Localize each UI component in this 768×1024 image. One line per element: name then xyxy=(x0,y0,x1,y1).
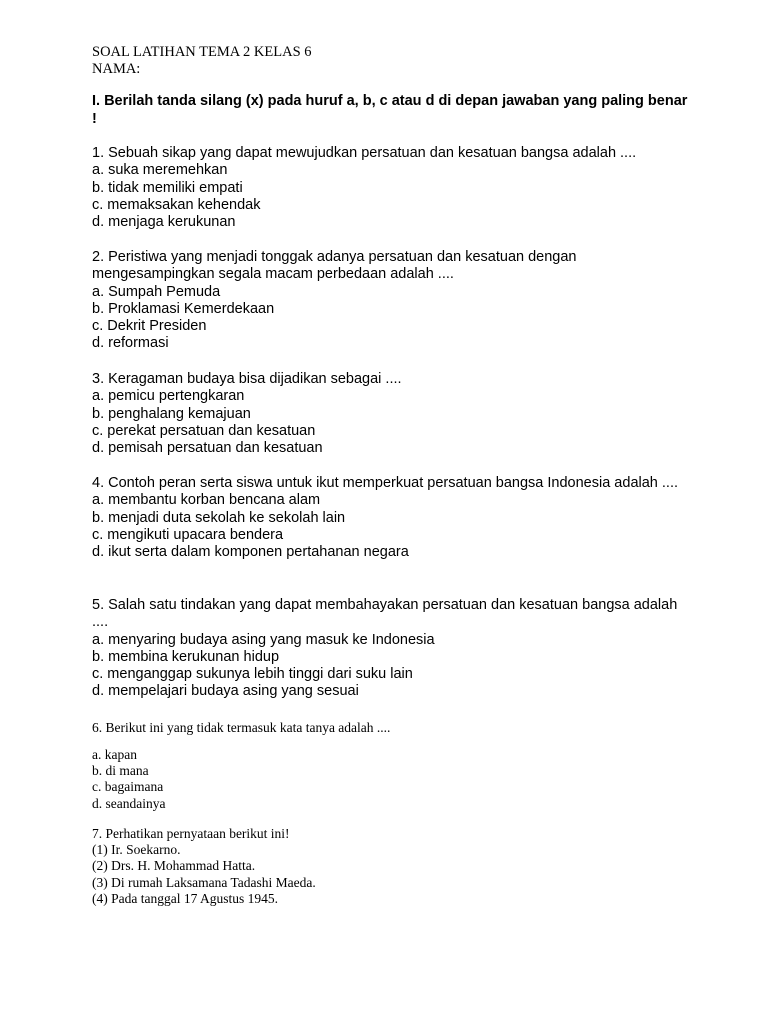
answer-option-a: a. membantu korban bencana alam xyxy=(92,492,321,509)
question-4 xyxy=(92,475,682,561)
question-1 xyxy=(92,145,682,231)
answer-option-b: b. di mana xyxy=(92,763,149,779)
question-5 xyxy=(92,597,682,701)
question-2 xyxy=(92,249,682,353)
answer-option-a: a. pemicu pertengkaran xyxy=(92,388,245,405)
statement-4: (4) Pada tanggal 17 Agustus 1945. xyxy=(92,890,278,906)
name-label: NAMA: xyxy=(92,61,141,77)
question-stem: 7. Perhatikan pernyataan berikut ini! xyxy=(92,826,290,841)
answer-option-c: c. Dekrit Presiden xyxy=(92,318,207,335)
answer-option-d: d. ikut serta dalam komponen pertahanan negara xyxy=(92,544,409,561)
question-stem: 3. Keragaman budaya bisa dijadikan sebagai .... xyxy=(92,371,402,387)
question-6 xyxy=(92,720,692,736)
question-stem: 1. Sebuah sikap yang dapat mewujudkan persatuan dan kesatuan bangsa adalah .... xyxy=(92,145,637,161)
answer-option-a: a. menyaring budaya asing yang masuk ke Indonesia xyxy=(92,631,435,648)
question-stem: 4. Contoh peran serta siswa untuk ikut memperkuat persatuan bangsa Indonesia adalah .... xyxy=(92,475,678,491)
answer-option-b: b. menjadi duta sekolah ke sekolah lain xyxy=(92,509,346,526)
answer-option-a: a. kapan xyxy=(92,747,137,762)
statement-2: (2) Drs. H. Mohammad Hatta. xyxy=(92,858,256,874)
answer-option-c: c. bagaimana xyxy=(92,779,164,795)
question-6-options xyxy=(92,747,692,812)
answer-option-b: b. tidak memiliki empati xyxy=(92,179,243,196)
question-7 xyxy=(92,826,692,907)
question-stem: 5. Salah satu tindakan yang dapat membahayakan persatuan dan kesatuan bangsa adalah .... xyxy=(92,597,678,631)
answer-option-d: d. reformasi xyxy=(92,335,169,352)
question-stem: 2. Peristiwa yang menjadi tonggak adanya persatuan dan kesatuan dengan mengesampingkan segala macam perbedaan adalah .... xyxy=(92,249,577,283)
answer-option-b: b. membina kerukunan hidup xyxy=(92,648,280,665)
instruction-text: I. Berilah tanda silang (x) pada huruf a, b, c atau d di depan jawaban yang paling benar ! xyxy=(92,93,688,127)
answer-option-c: c. memaksakan kehendak xyxy=(92,196,261,213)
question-3 xyxy=(92,371,682,457)
answer-option-a: a. Sumpah Pemuda xyxy=(92,283,221,300)
answer-option-b: b. penghalang kemajuan xyxy=(92,405,251,422)
answer-option-d: d. pemisah persatuan dan kesatuan xyxy=(92,440,323,457)
answer-option-c: c. perekat persatuan dan kesatuan xyxy=(92,422,316,439)
statement-1: (1) Ir. Soekarno. xyxy=(92,842,181,858)
document-header xyxy=(92,44,312,78)
answer-option-c: c. mengikuti upacara bendera xyxy=(92,526,284,543)
answer-option-a: a. suka meremehkan xyxy=(92,162,228,179)
answer-option-d: d. seandainya xyxy=(92,795,166,811)
document-title: SOAL LATIHAN TEMA 2 KELAS 6 xyxy=(92,44,312,60)
answer-option-c: c. menganggap sukunya lebih tinggi dari suku lain xyxy=(92,666,413,683)
question-stem: 6. Berikut ini yang tidak termasuk kata tanya adalah .... xyxy=(92,720,391,735)
statement-3: (3) Di rumah Laksamana Tadashi Maeda. xyxy=(92,874,316,890)
answer-option-d: d. menjaga kerukunan xyxy=(92,214,236,231)
answer-option-d: d. mempelajari budaya asing yang sesuai xyxy=(92,683,359,700)
answer-option-b: b. Proklamasi Kemerdekaan xyxy=(92,300,275,317)
